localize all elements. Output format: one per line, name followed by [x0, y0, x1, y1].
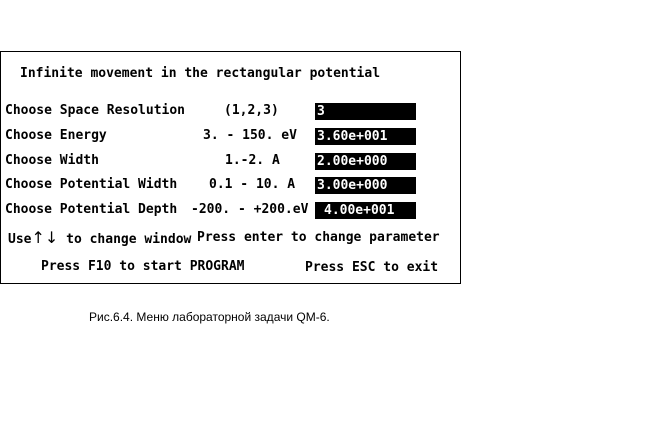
space-resolution-field[interactable]: 3 [315, 103, 416, 120]
param-range-energy: 3. - 150. eV [203, 128, 297, 143]
use-text: Use [8, 232, 32, 247]
param-label-energy: Choose Energy [5, 128, 107, 143]
change-window-hint [8, 230, 191, 248]
window-title: Infinite movement in the rectangular potential [20, 66, 381, 81]
figure-caption: Рис.6.4. Меню лабораторной задачи QM-6. [89, 310, 330, 324]
change-parameter-hint: Press enter to change parameter [197, 230, 440, 245]
param-range-space-resolution: (1,2,3) [224, 103, 279, 118]
up-down-arrows-icon: ↑↓ [31, 228, 59, 247]
potential-depth-field[interactable]: 4.00e+001 [315, 202, 416, 219]
width-field[interactable]: 2.00e+000 [315, 153, 416, 170]
param-range-potential-depth: -200. - +200.eV [191, 202, 309, 217]
param-label-space-resolution: Choose Space Resolution [5, 103, 186, 118]
change-window-text: to change window [66, 232, 192, 247]
program-menu-window [0, 51, 461, 284]
param-label-potential-depth: Choose Potential Depth [5, 202, 178, 217]
param-range-potential-width: 0.1 - 10. A [209, 177, 296, 192]
param-label-potential-width: Choose Potential Width [5, 177, 178, 192]
param-range-width: 1.-2. A [225, 153, 280, 168]
energy-field[interactable]: 3.60e+001 [315, 128, 416, 145]
exit-hint: Press ESC to exit [305, 260, 439, 275]
start-program-hint: Press F10 to start PROGRAM [41, 259, 245, 274]
potential-width-field[interactable]: 3.00e+000 [315, 177, 416, 194]
param-label-width: Choose Width [5, 153, 99, 168]
